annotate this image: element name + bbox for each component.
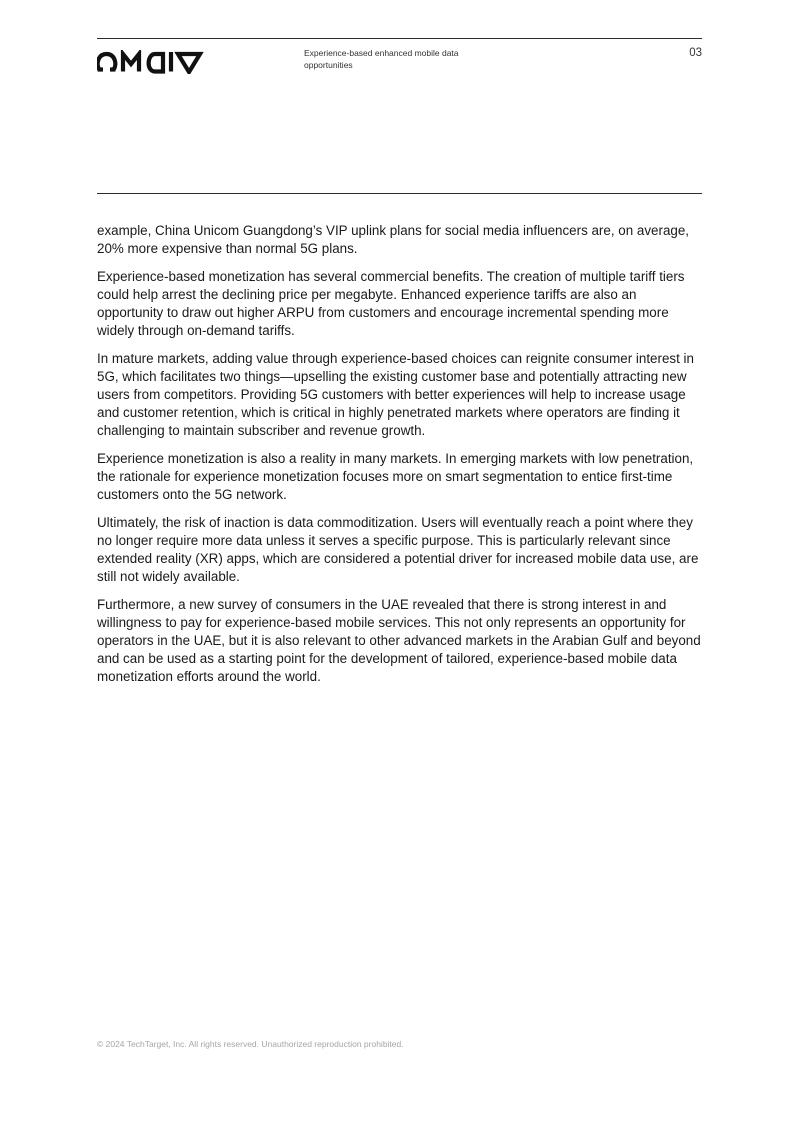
header-rule (97, 193, 702, 194)
omdia-logo (97, 50, 205, 74)
footer-copyright: © 2024 TechTarget, Inc. All rights reserved. Unauthorized reproduction prohibited. (97, 1039, 404, 1049)
paragraph: Ultimately, the risk of inaction is data commoditization. Users will eventually reach a point where they no longer require more data unless it serves a specific purpose. This is particularly relevant since extended reality (XR) apps, which are considered a potential driver for increased mobile data use, are still not widely available. (97, 515, 699, 584)
page-number: 03 (689, 47, 702, 59)
paragraph: Experience-based monetization has several commercial benefits. The creation of multiple tariff tiers could help arrest the declining price per megabyte. Enhanced experience tariffs are also an opportunity to draw out higher ARPU from customers and encourage incremental spending more widely through on-demand tariffs. (97, 269, 685, 338)
top-rule (97, 38, 702, 39)
paragraph: In mature markets, adding value through experience-based choices can reignite consumer interest in 5G, which facilitates two things—upselling the existing customer base and potentially attracting new users from competitors. Providing 5G customers with better experiences will help to increase usage and customer retention, which is critical in highly penetrated markets where operators are finding it challenging to maintain subscriber and revenue growth. (97, 351, 694, 438)
body-text (97, 222, 702, 696)
paragraph: Furthermore, a new survey of consumers in the UAE revealed that there is strong interest in and willingness to pay for experience-based mobile services. This not only represents an opportunity for operators in the UAE, but it is also relevant to other advanced markets in the Arabian Gulf and beyond and can be used as a starting point for the development of tailored, experience-based mobile data monetization efforts around the world. (97, 597, 701, 684)
header-document-title: Experience-based enhanced mobile data opportunities (304, 48, 459, 70)
paragraph: example, China Unicom Guangdong’s VIP uplink plans for social media influencers are, on average, 20% more expensive than normal 5G plans. (97, 223, 690, 256)
paragraph: Experience monetization is also a reality in many markets. In emerging markets with low penetration, the rationale for experience monetization focuses more on smart segmentation to entice first-time customers onto the 5G network. (97, 451, 694, 502)
